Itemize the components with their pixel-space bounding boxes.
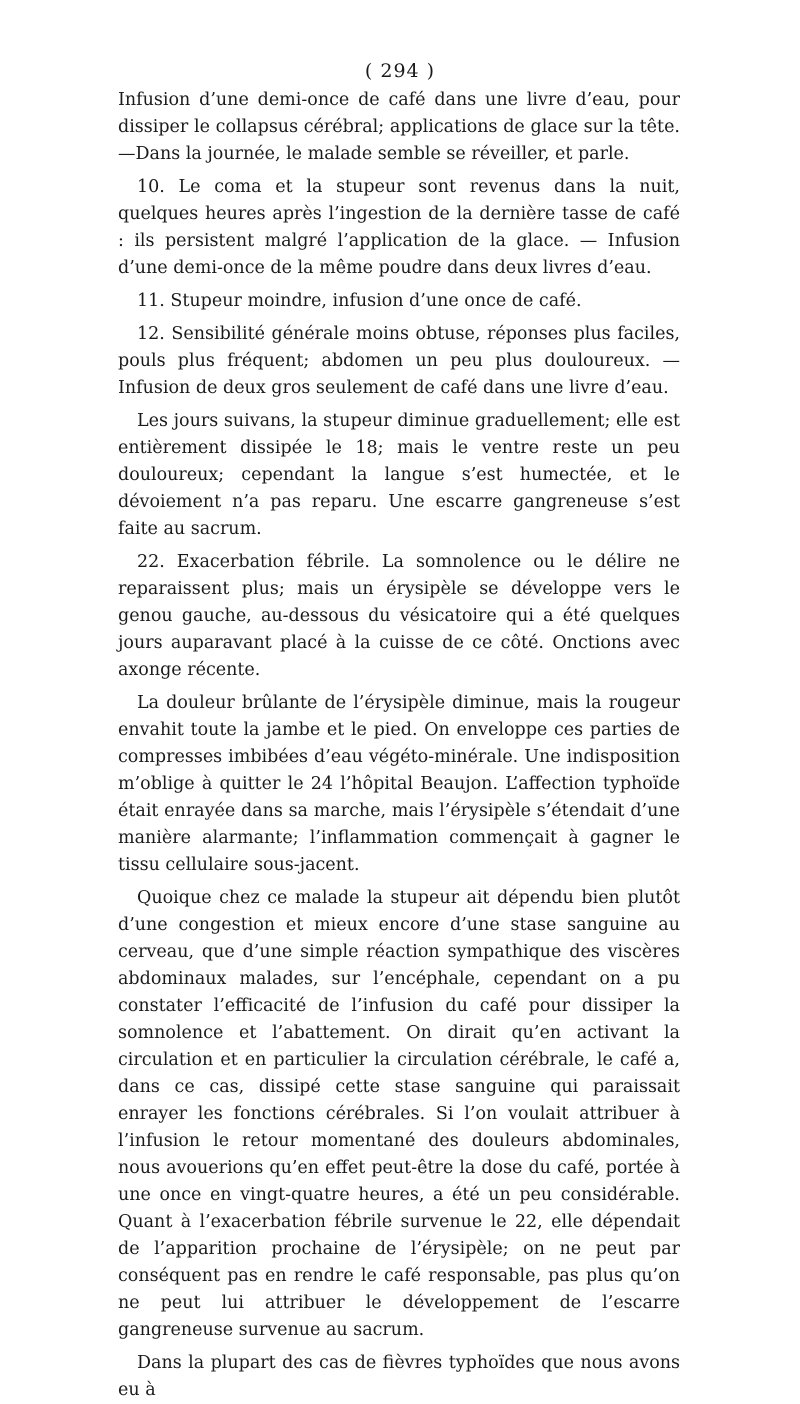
body-text <box>118 87 680 1404</box>
paragraph-discussion: Quoique chez ce malade la stupeur ait dépendu bien plutôt d’une congestion et mieux encore d’une stase sanguine au cerveau, que d’une simple réaction sympathique des viscères abdominaux malades, sur l’encéphale, cependant on a pu constater l’efficacité de l’infusion du café pour dissiper la somnolence et l’abattement. On dirait qu’en activant la circulation et en particulier la circulation cérébrale, le café a, dans ce cas, dissipé cette stase sanguine qui paraissait enrayer les fonctions cérébrales. Si l’on voulait attribuer à l’infusion le retour momentané des douleurs abdominales, nous avouerions qu’en effet peut-être la dose du café, portée à une once en vingt-quatre heures, a été un peu considérable. Quant à l’exacerbation fébrile survenue le 22, elle dépendait de l’apparition prochaine de l’érysipèle; on ne peut par conséquent pas en rendre le café responsable, pas plus qu’on ne peut lui attribuer le développement de l’escarre gangreneuse survenue au sacrum. <box>118 888 680 1340</box>
paragraph-day-22: 22. Exacerbation fébrile. La somnolence ou le délire ne reparaissent plus; mais un érysipèle se développe vers le genou gauche, au-dessous du vésicatoire qui a été quelques jours auparavant placé à la cuisse de ce côté. Onctions avec axonge récente. <box>118 552 680 680</box>
paragraph-day-12: 12. Sensibilité générale moins obtuse, réponses plus faciles, pouls plus fréquent; abdomen un peu plus douloureux. — Infusion de deux gros seulement de café dans une livre d’eau. <box>118 324 680 398</box>
page-number: ( 294 ) <box>364 60 436 82</box>
paragraph-erysipelas: La douleur brûlante de l’érysipèle diminue, mais la rougeur envahit toute la jambe et le pied. On enveloppe ces parties de compresses imbibées d’eau végéto-minérale. Une indisposition m’oblige à quitter le 24 l’hôpital Beaujon. L’affection typhoïde était enrayée dans sa marche, mais l’érysipèle s’étendait d’une manière alarmante; l’inflammation commençait à gagner le tissu cellulaire sous-jacent. <box>118 693 680 875</box>
paragraph-closing: Dans la plupart des cas de fièvres typhoïdes que nous avons eu à <box>118 1353 680 1400</box>
paragraph-continuation: Infusion d’une demi-once de café dans une livre d’eau, pour dissiper le collapsus cérébral; applications de glace sur la tête.—Dans la journée, le malade semble se réveiller, et parle. <box>118 90 680 164</box>
paragraph-day-11: 11. Stupeur moindre, infusion d’une once de café. <box>137 291 582 311</box>
paragraph-following-days: Les jours suivans, la stupeur diminue graduellement; elle est entièrement dissipée le 18; mais le ventre reste un peu douloureux; cependant la langue s’est humectée, et le dévoiement n’a pas reparu. Une escarre gangreneuse s’est faite au sacrum. <box>118 411 680 539</box>
paragraph-day-10: 10. Le coma et la stupeur sont revenus dans la nuit, quelques heures après l’ingestion de la dernière tasse de café : ils persistent malgré l’application de la glace. — Infusion d’une demi-once de la même poudre dans deux livres d’eau. <box>118 177 680 278</box>
